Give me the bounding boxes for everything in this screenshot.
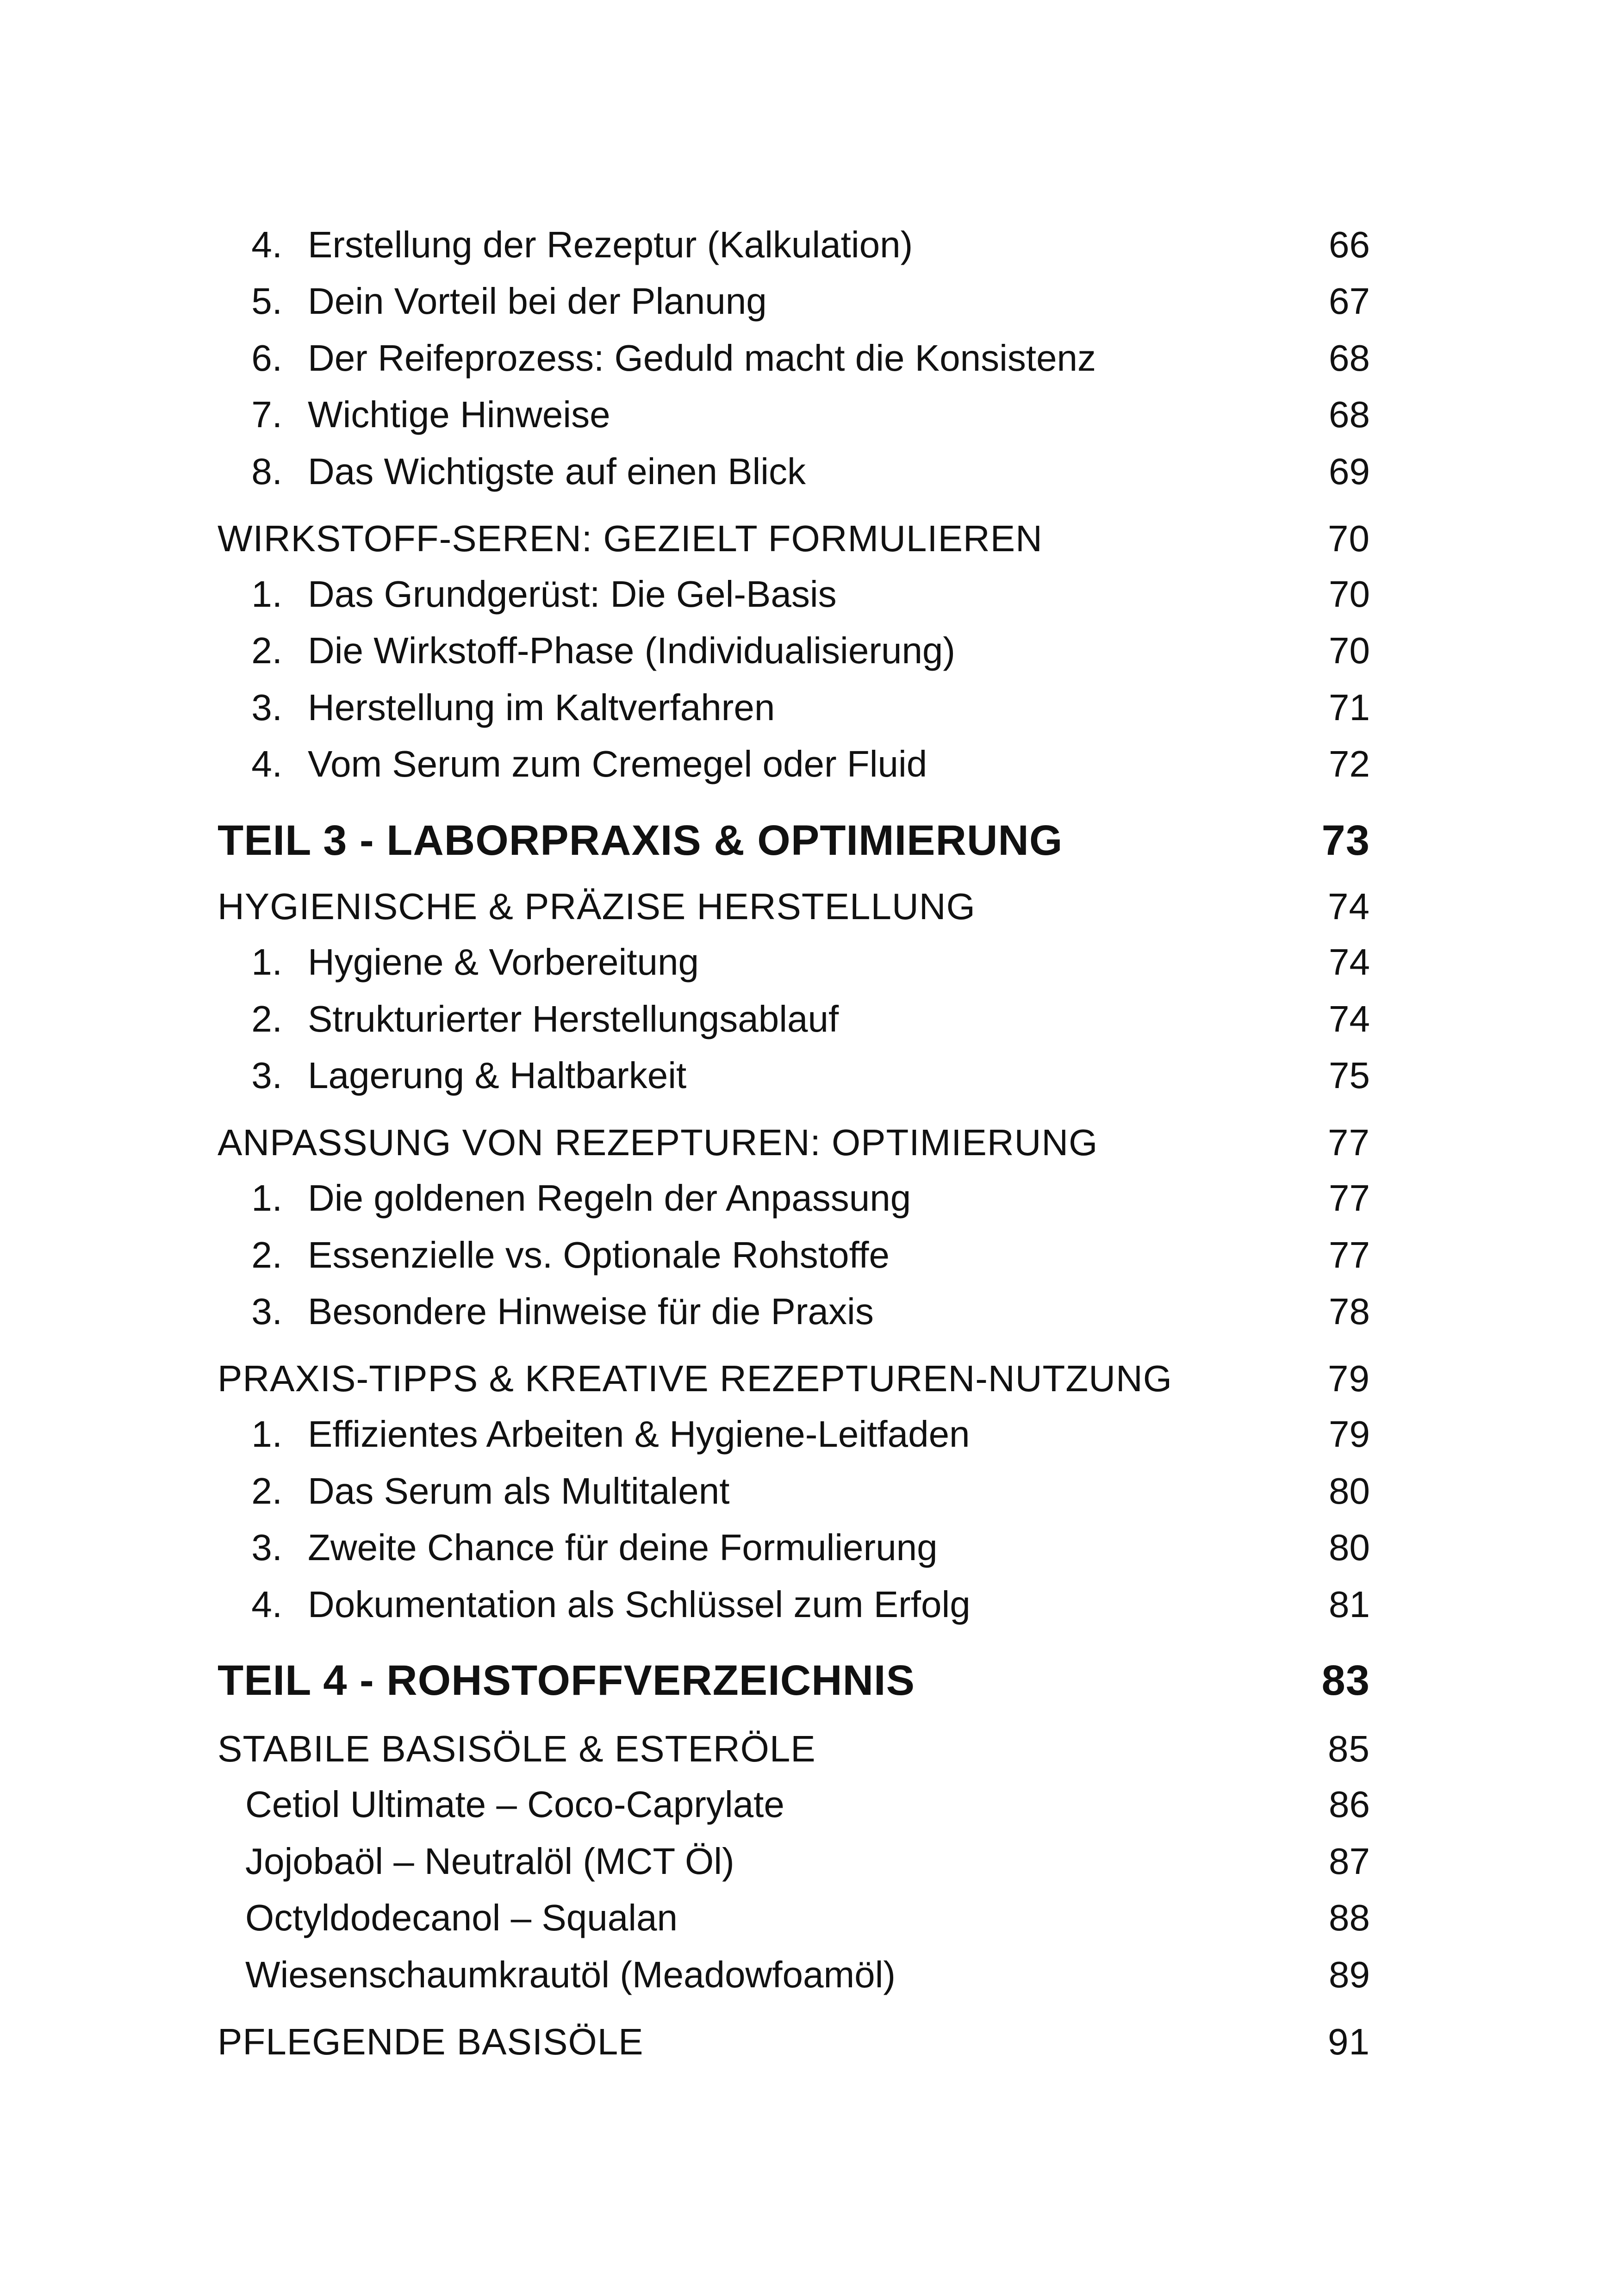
toc-page-number: 89 <box>1329 1954 1370 1996</box>
toc-page-number: 70 <box>1329 573 1370 615</box>
toc-entry-number: 6. <box>251 337 282 379</box>
toc-page-number: 74 <box>1329 998 1370 1040</box>
toc-entry-number: 2. <box>251 1470 282 1512</box>
toc-page-number: 80 <box>1329 1470 1370 1512</box>
toc-page-number: 77 <box>1328 1122 1370 1164</box>
toc-section-heading[interactable] <box>218 1122 1370 1164</box>
toc-entry[interactable] <box>218 1057 1370 1094</box>
toc-entry[interactable] <box>218 1293 1370 1330</box>
toc-entry[interactable] <box>218 1234 1370 1276</box>
toc-page-number: 74 <box>1328 886 1370 927</box>
toc-entry-title: Besondere Hinweise für die Praxis <box>308 1291 874 1332</box>
toc-page-number: 77 <box>1329 1234 1370 1276</box>
toc-entry[interactable] <box>218 280 1370 322</box>
toc-entry-title: Wichtige Hinweise <box>308 394 610 436</box>
toc-entry-number: 5. <box>251 280 282 322</box>
toc-entry[interactable] <box>218 1586 1370 1623</box>
toc-section-heading[interactable] <box>218 888 1370 925</box>
toc-entry-title: Die goldenen Regeln der Anpassung <box>308 1177 911 1219</box>
toc-section-heading[interactable] <box>218 518 1370 560</box>
toc-page-number: 79 <box>1329 1413 1370 1455</box>
toc-entry-title: TEIL 4 - ROHSTOFFVERZEICHNIS <box>218 1656 915 1704</box>
toc-entry-title: Wiesenschaumkrautöl (Meadowfoamöl) <box>245 1954 896 1996</box>
toc-entry-number: 8. <box>251 451 282 492</box>
toc-page-number: 73 <box>1321 816 1370 864</box>
toc-page-number: 69 <box>1329 451 1370 492</box>
toc-entry-title: Hygiene & Vorbereitung <box>308 941 699 983</box>
toc-entry[interactable] <box>218 1786 1370 1823</box>
toc-part-heading[interactable] <box>218 1656 1370 1704</box>
toc-entry-title: HYGIENISCHE & PRÄZISE HERSTELLUNG <box>218 886 976 927</box>
toc-section-heading[interactable] <box>218 2021 1370 2063</box>
toc-section-heading[interactable] <box>218 1728 1370 1770</box>
toc-entry-title: PFLEGENDE BASISÖLE <box>218 2021 644 2063</box>
toc-entry[interactable] <box>218 1897 1370 1939</box>
toc-entry-number: 1. <box>251 941 282 983</box>
toc-page-number: 87 <box>1329 1841 1370 1882</box>
toc-entry-title: Effizientes Arbeiten & Hygiene-Leitfaden <box>308 1413 970 1455</box>
toc-page-number: 86 <box>1329 1784 1370 1825</box>
toc-entry-number: 3. <box>251 1055 282 1096</box>
toc-page-number: 66 <box>1329 224 1370 266</box>
toc-entry-number: 2. <box>251 1234 282 1276</box>
toc-entry-number: 2. <box>251 998 282 1040</box>
toc-page-number: 70 <box>1329 630 1370 672</box>
toc-entry-title: Jojobaöl – Neutralöl (MCT Öl) <box>245 1841 734 1882</box>
toc-entry-title: Herstellung im Kaltverfahren <box>308 687 775 728</box>
toc-entry-title: Strukturierter Herstellungsablauf <box>308 998 839 1040</box>
toc-entry-title: Dokumentation als Schlüssel zum Erfolg <box>308 1584 971 1625</box>
toc-entry-title: Das Wichtigste auf einen Blick <box>308 451 806 492</box>
toc-page-number: 68 <box>1329 394 1370 436</box>
toc-page-number: 79 <box>1328 1358 1370 1400</box>
toc-entry-number: 4. <box>251 224 282 266</box>
toc-entry[interactable] <box>218 337 1370 379</box>
toc-entry-title: Cetiol Ultimate – Coco-Caprylate <box>245 1784 784 1825</box>
toc-page-number: 85 <box>1328 1728 1370 1770</box>
toc-entry-title: Zweite Chance für deine Formulierung <box>308 1527 938 1568</box>
toc-entry-title: Octyldodecanol – Squalan <box>245 1897 678 1939</box>
toc-entry-title: TEIL 3 - LABORPRAXIS & OPTIMIERUNG <box>218 816 1063 864</box>
toc-entry-title: Das Serum als Multitalent <box>308 1470 730 1512</box>
toc-section-heading[interactable] <box>218 1358 1370 1400</box>
toc-entry[interactable] <box>218 573 1370 615</box>
toc-entry[interactable] <box>218 1413 1370 1455</box>
toc-page-number: 70 <box>1328 518 1370 560</box>
toc-page-number: 72 <box>1329 743 1370 785</box>
toc-entry[interactable] <box>218 394 1370 436</box>
toc-page-number: 68 <box>1329 337 1370 379</box>
toc-entry-title: STABILE BASISÖLE & ESTERÖLE <box>218 1728 816 1770</box>
toc-entry-title: PRAXIS-TIPPS & KREATIVE REZEPTUREN-NUTZUNG <box>218 1358 1172 1400</box>
toc-page-number: 67 <box>1329 280 1370 322</box>
toc-entry-title: Die Wirkstoff-Phase (Individualisierung) <box>308 630 956 672</box>
toc-entry[interactable] <box>218 453 1370 490</box>
toc-entry-number: 4. <box>251 1584 282 1625</box>
toc-entry-title: Lagerung & Haltbarkeit <box>308 1055 687 1096</box>
toc-page-number: 75 <box>1329 1055 1370 1096</box>
toc-entry-number: 3. <box>251 687 282 728</box>
toc-page-number: 88 <box>1329 1897 1370 1939</box>
toc-entry[interactable] <box>218 1843 1370 1880</box>
toc-entry[interactable] <box>218 743 1370 785</box>
toc-part-heading[interactable] <box>218 816 1370 864</box>
toc-entry-number: 1. <box>251 1413 282 1455</box>
toc-page-number: 74 <box>1329 941 1370 983</box>
toc-entry-title: Vom Serum zum Cremegel oder Fluid <box>308 743 927 785</box>
toc-entry[interactable] <box>218 1529 1370 1566</box>
toc-page-number: 91 <box>1328 2021 1370 2063</box>
toc-entry[interactable] <box>218 1177 1370 1219</box>
toc-page-number: 78 <box>1329 1291 1370 1332</box>
toc-entry-title: Dein Vorteil bei der Planung <box>308 280 767 322</box>
toc-entry-title: Erstellung der Rezeptur (Kalkulation) <box>308 224 913 266</box>
toc-entry-title: WIRKSTOFF-SEREN: GEZIELT FORMULIEREN <box>218 518 1043 560</box>
toc-entry-number: 4. <box>251 743 282 785</box>
toc-page-number: 77 <box>1329 1177 1370 1219</box>
toc-page-number: 80 <box>1329 1527 1370 1568</box>
toc-entry-title: Der Reifeprozess: Geduld macht die Konsistenz <box>308 337 1096 379</box>
toc-entry[interactable] <box>218 941 1370 983</box>
toc-entry-number: 3. <box>251 1291 282 1332</box>
toc-entry-number: 3. <box>251 1527 282 1568</box>
toc-entry-number: 1. <box>251 1177 282 1219</box>
toc-entry[interactable] <box>218 630 1370 672</box>
toc-entry-title: ANPASSUNG VON REZEPTUREN: OPTIMIERUNG <box>218 1122 1098 1164</box>
toc-entry-number: 1. <box>251 573 282 615</box>
toc-entry[interactable] <box>218 689 1370 726</box>
toc-page-number: 81 <box>1329 1584 1370 1625</box>
toc-entry[interactable] <box>218 224 1370 266</box>
toc-entry-title: Das Grundgerüst: Die Gel-Basis <box>308 573 837 615</box>
toc-entry[interactable] <box>218 1470 1370 1512</box>
toc-entry-number: 7. <box>251 394 282 436</box>
toc-entry[interactable] <box>218 998 1370 1040</box>
toc-page-number: 71 <box>1329 687 1370 728</box>
toc-entry-number: 2. <box>251 630 282 672</box>
toc-entry[interactable] <box>218 1954 1370 1996</box>
toc-page-number: 83 <box>1321 1656 1370 1704</box>
toc-entry-title: Essenzielle vs. Optionale Rohstoffe <box>308 1234 890 1276</box>
